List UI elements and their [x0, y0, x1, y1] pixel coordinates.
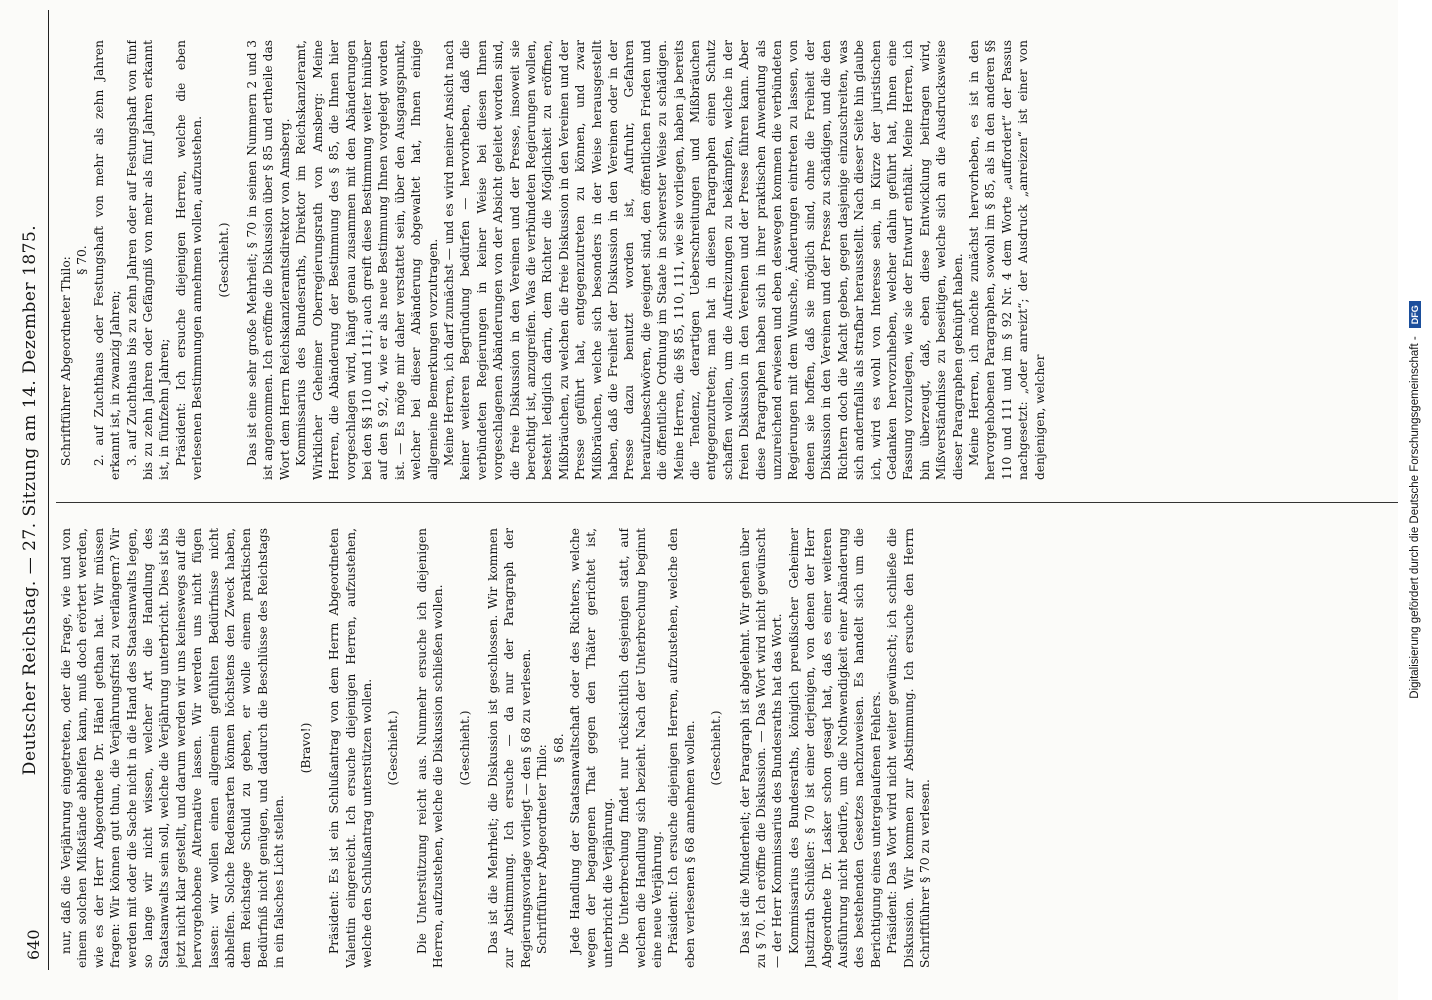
left-column-paragraph: Das ist die Mehrheit; die Diskussion ist geschlossen. Wir kommen zur Abstimmung. Ich ersuche — da nur der Paragraph der Regierungsvorlage vorliegt — den § 68 zu verlesen. [485, 528, 533, 968]
page-header [0, 0, 50, 1000]
left-column-paragraph: nur, daß die Verjährung eingetreten, oder die Frage, wie und von einem solchen Mißstände abhelfen kann, muß doch erörtert werden, wie es der Herr Abgeordnete Dr. Hänel gethan hat. Wir müssen fragen: Wir können gut thun, die Verjährungsfrist zu verlängern? Wir werden mit oder die Sache nicht in die Hand des Staatsanwalts legen, so lange wir nicht wissen, welcher Art die Handlung des Staatsanwalts sein soll, welche die Verjährung unterbricht. Dies ist bis jetzt nicht klar gestellt, und darum werden wir uns keineswegs auf die hervorgehobene Alternative lassen. Wir werden uns nicht fügen lassen: wir wollen einen allgemein gefühlten Bedürfnisse nicht abhelfen. Solche Redensarten können höchstens den Zweck haben, dem Reichstage Schuld zu geben, er wolle einem praktischen Bedürfniß nicht genügen, und dadurch die Beschlüsse des Reichstags in ein falsches Licht stellen. [59, 528, 287, 968]
right-column-paragraph: (Geschieht.) [216, 222, 231, 298]
page-number: 640 [24, 929, 43, 960]
right-column-paragraph: Meine Herren, ich möchte zunächst hervorheben, es ist in den hervorgehobenen Paragraphen, sowohl im § 85, als in den anderen §§ 110 und 111 und im § 92 Nr. 4 dem Worte „auffordert“ der Passus nachgesetzt: „oder anreizt“; der Ausdruck „anreizen“ ist einer von denjenigen, welcher [966, 40, 1047, 480]
left-column [58, 528, 1398, 968]
left-column-paragraph: § 68. [551, 733, 566, 763]
right-column [58, 40, 1398, 480]
right-column-paragraph: Kommissarius des Bundesraths, Direktor im Reichskanzleramt, Wirklicher Geheimer Oberregierungsrath von Amsberg: Meine Herren, die Abänderung der Bestimmung des § 85, die Ihnen hier vorgeschlagen wird, hängt genau zusammen mit den Abänderungen bei den §§ 110 und 111; auch greift diese Bestimmung weiter hinüber auf den § 92, 4, wie er als neue Bestimmung Ihnen vorgelegt worden ist. — Es möge mir daher verstattet sein, über den Ausgangspunkt, welcher bei dieser Abänderung obgewaltet hat, Ihnen einige allgemeine Bemerkungen vorzutragen. [294, 40, 440, 480]
page-header-title: Deutscher Reichstag. — 27. Sitzung am 14. Dezember 1875. [20, 224, 40, 776]
left-column-paragraph: Kommissarius des Bundesraths, königlich preußischer Geheimer Justizrath Schüßler: § 70 ist einer derjenigen, von denen der Herr Abgeordnete Dr. Lasker schon gesagt hat, daß es einer weiteren Ausführung nicht bedürfe, um die Nothwendigkeit einer Abänderung des bestehenden Gesetzes nachzuweisen. Es handelt sich um die Berichtigung eines untergelaufenen Fehlers. [786, 528, 883, 968]
right-column-paragraph: Präsident: Ich ersuche diejenigen Herren, welche die eben verlesenen Bestimmungen annehmen wollen, aufzustehen. [173, 40, 205, 480]
right-column-paragraph: § 70. [75, 245, 90, 275]
left-column-paragraph: (Geschieht.) [457, 710, 472, 786]
right-column-paragraph: 2. auf Zuchthaus oder Festungshaft von mehr als zehn Jahren erkannt ist, in zwanzig Jahren; [91, 40, 123, 480]
left-column-paragraph: (Bravo!) [298, 722, 313, 774]
left-column-paragraph: Schriftführer Abgeordneter Thilo: [535, 744, 550, 954]
left-column-paragraph: Die Unterstützung reicht aus. Nunmehr ersuche ich diejenigen Herren, aufzustehen, welche die Diskussion schließen wollen. [414, 528, 446, 968]
left-column-paragraph: Die Unterbrechung findet nur rücksichtlich desjenigen statt, auf welchen die Handlung sich bezieht. Nach der Unterbrechung beginnt eine neue Verjährung. [617, 528, 664, 968]
right-column-paragraph: 3. auf Zuchthaus bis zu zehn Jahren oder auf Festungshaft von fünf bis zu zehn Jahren oder Gefängniß von mehr als fünf Jahren erkannt ist, in fünfzehn Jahren; [124, 40, 172, 480]
right-column-paragraph: Das ist eine sehr große Mehrheit; § 70 in seinen Nummern 2 und 3 ist angenommen. Ich eröffne die Diskussion über § 85 und ertheile das Wort dem Herrn Reichskanzleramtsdirektor von Amsberg. [245, 40, 292, 480]
left-column-paragraph: Das ist die Minderheit; der Paragraph ist abgelehnt. Wir gehen über zu § 70. Ich eröffne die Diskussion. — Das Wort wird nicht gewünscht — der Herr Kommissarius des Bundesraths hat das Wort. [737, 528, 785, 968]
column-divider [56, 502, 1401, 503]
left-column-paragraph: Präsident: Es ist ein Schlußantrag von dem Herrn Abgeordneten Valentin eingereicht. Ich ersuche diejenigen Herren, aufzustehen, welche den Schlußantrag unterstützen wollen. [327, 528, 374, 968]
left-column-paragraph: (Geschieht.) [386, 710, 401, 786]
left-column-paragraph: Jede Handlung der Staatsanwaltschaft oder des Richters, welche wegen der begangenen That gegen den Thäter gerichtet ist, unterbricht die Verjährung. [567, 528, 615, 968]
left-column-paragraph: Präsident: Ich ersuche diejenigen Herren, aufzustehen, welche den eben verlesenen § 68 annehmen wollen. [666, 528, 697, 968]
right-column-paragraph: Schriftführer Abgeordneter Thilo: [59, 256, 73, 466]
header-rule [48, 10, 49, 970]
dfg-logo: DFG [1409, 301, 1421, 328]
digitization-credit [1398, 0, 1432, 1000]
left-column-paragraph: (Geschieht.) [709, 710, 724, 786]
right-column-paragraph: Meine Herren, ich darf zunächst — und es wird meiner Ansicht nach keiner weiteren Begründung bedürfen — hervorheben, daß die verbündeten Regierungen in keiner Weise bei diesen Ihnen vorgeschlagenen Abänderungen von der Absicht geleitet worden sind, die freie Diskussion in den Vereinen und der Presse, insoweit sie berechtigt ist, anzugreifen. Was die verbündeten Regierungen wollen, besteht lediglich darin, dem Richter die Möglichkeit zu eröffnen, Mißbräuchen, zu welchen die freie Diskussion in den Vereinen und der Presse geführt hat, entgegenzutreten zu können, und zwar Mißbräuchen, welche sich besonders in der Weise herausgestellt haben, daß die Freiheit der Diskussion in den Vereinen oder in der Presse dazu benutzt worden ist, Aufruhr, Gefahren heraufzubeschwören, die geeignet sind, den öffentlichen Frieden und die öffentliche Ordnung im Staate in schwerster Weise zu schädigen. Meine Herren, die §§ 85, 110, 111, wie sie vorliegen, haben ja bereits die Tendenz, derartigen Ueberschreitungen und Mißbräuchen entgegenzutreten; man hat in diesen Paragraphen einen Schutz schaffen wollen, um die Aufreizungen zu bekämpfen, welche in der freien Diskussion in den Vereinen und der Presse führen kann. Aber diese Paragraphen haben sich in ihrer praktischen Anwendung als unzureichend erwiesen und eben deswegen kommen die verbündeten Regierungen mit dem Wunsche, Änderungen eintreten zu lassen, von denen sie hoffen, daß sie möglich sind, ohne die Freiheit der Diskussion in den Vereinen und der Presse zu schädigen, und die den Richtern doch die Macht geben, gegen dasjenige einzuschreiten, was sich andernfalls als strafbar herausstellt. Nach dieser Seite hin glaube ich, wird es wohl von Interesse sein, in Kürze der juristischen Gedanken hervorzuheben, welcher dahin geführt hat, Ihnen eine Fassung vorzulegen, wie sie der Entwurf enthält. Meine Herren, ich bin überzeugt, daß, eben diese Entwicklung beitragen wird, Mißverständnisse zu beseitigen, welche sich an die Ausdrucksweise dieser Paragraphen geknüpft haben. [441, 40, 965, 480]
left-column-paragraph: Präsident: Das Wort wird nicht weiter gewünscht; ich schließe die Diskussion. Wir kommen zur Abstimmung. Ich ersuche den Herrn Schriftführer § 70 zu verlesen. [885, 528, 933, 968]
credit-text: Digitalisierung gefördert durch die Deutsche Forschungsgemeinschaft - [1409, 336, 1421, 699]
